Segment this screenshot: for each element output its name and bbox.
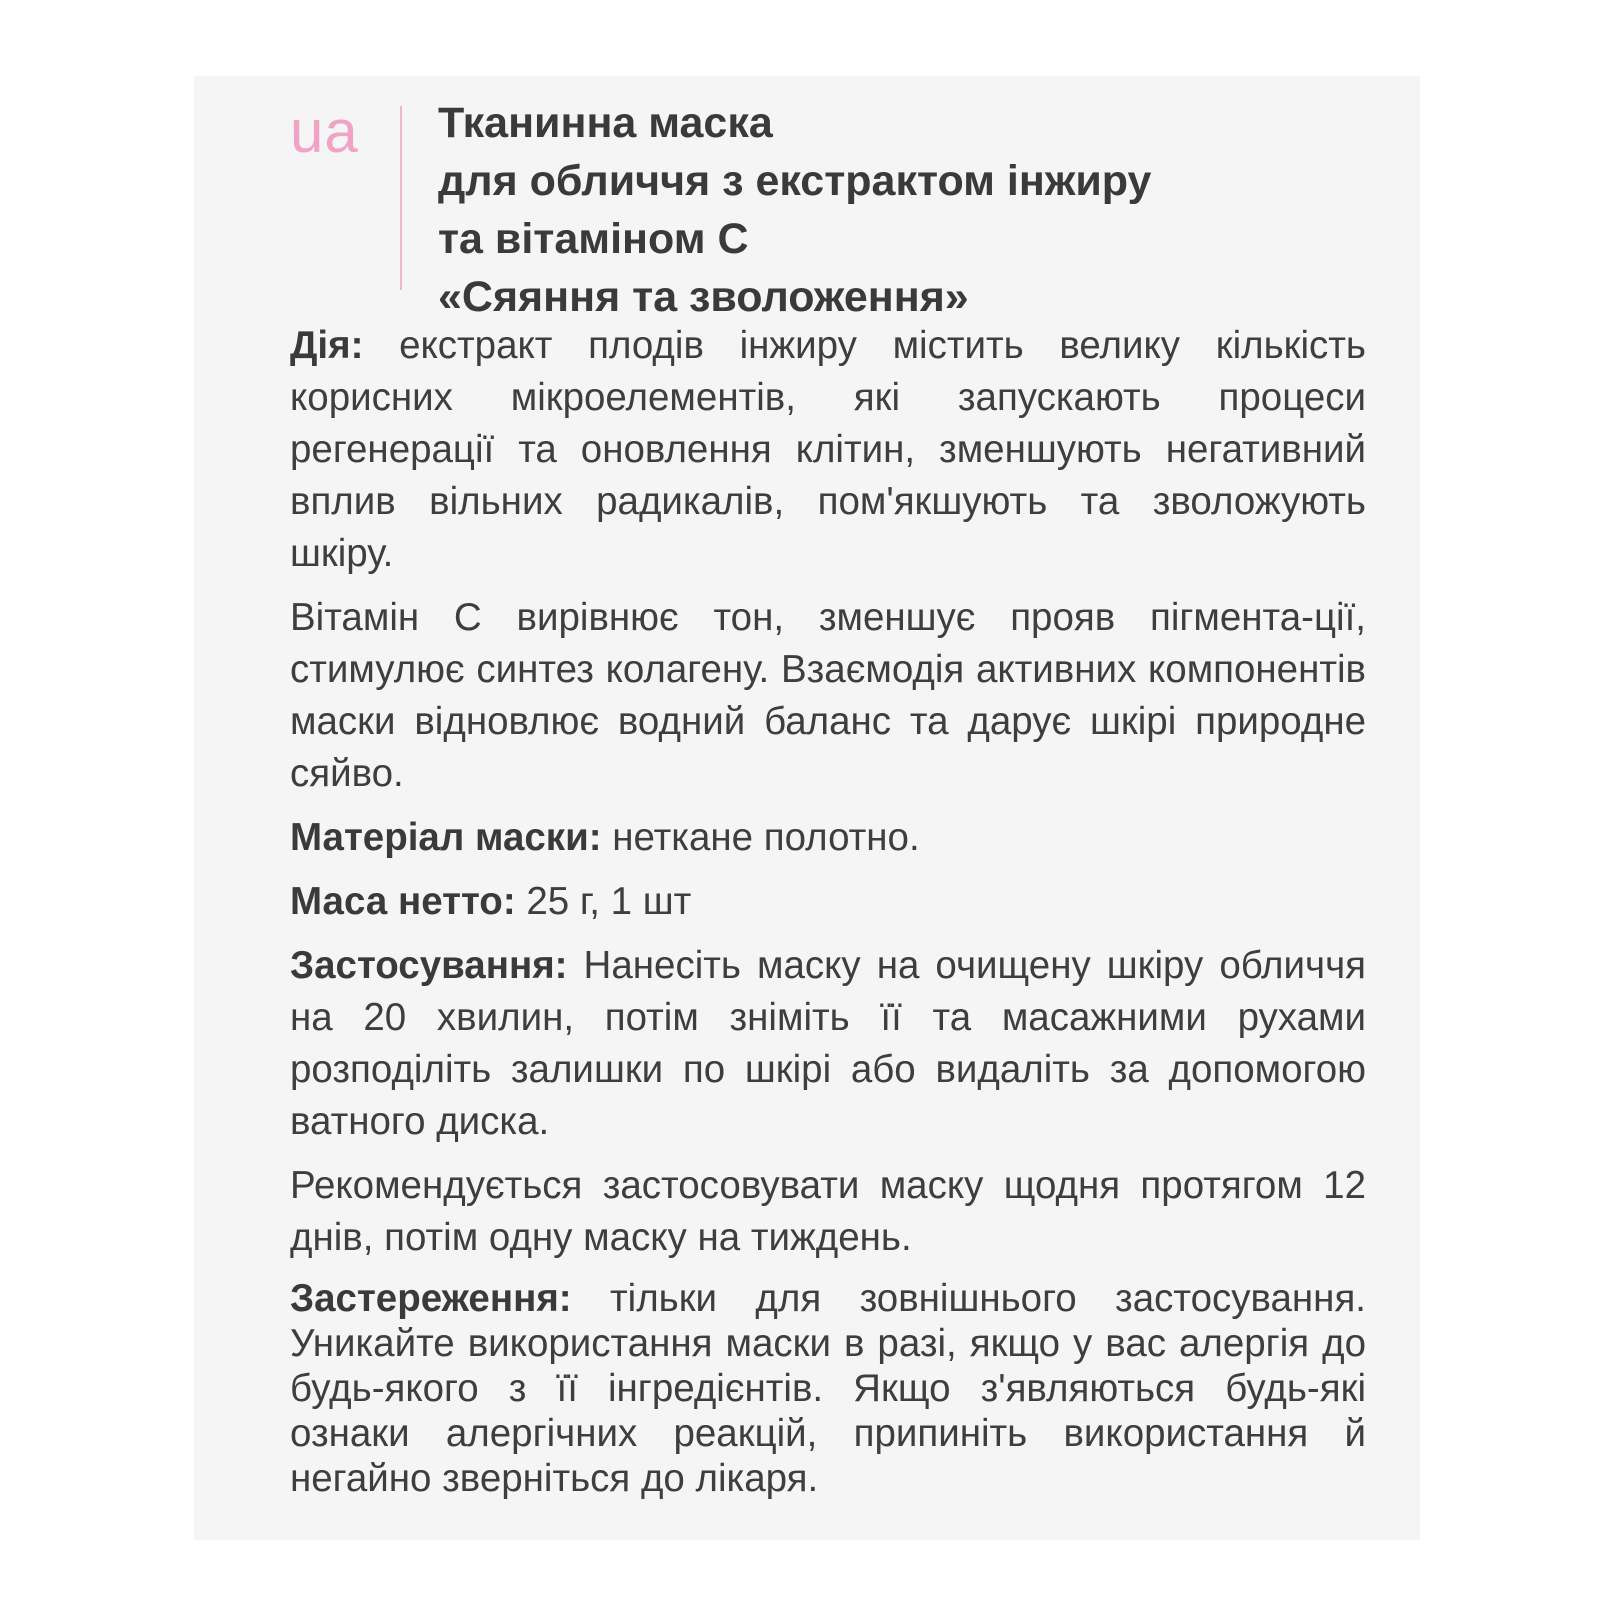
title-line: та вітаміном С [438, 215, 749, 263]
title-line: для обличчя з екстрактом інжиру [438, 157, 1152, 205]
material-text: неткане полотно. [601, 816, 920, 859]
usage-paragraph [290, 940, 1366, 1148]
vitamin-paragraph [290, 592, 1366, 800]
action-text: екстракт плодів інжиру містить велику кількість корисних мікроелементів, які запускають процеси регенерації та оновлення клітин, зменшують негативний вплив вільних радикалів, пом'якшують та зволожують шкіру. [290, 324, 1366, 575]
net-weight-label: Маса нетто: [290, 880, 516, 923]
usage-label: Застосування: [290, 944, 568, 987]
net-weight-paragraph [290, 876, 1366, 928]
product-title [438, 94, 1378, 326]
warning-label: Застереження: [290, 1277, 572, 1320]
action-label: Дія: [290, 324, 364, 367]
recommendation-paragraph [290, 1160, 1366, 1264]
product-label-panel [194, 76, 1420, 1540]
material-paragraph [290, 812, 1366, 864]
vitamin-text: Вітамін С вирівнює тон, зменшує прояв пігмента-ції, стимулює синтез колагену. Взаємодія активних компонентів маски відновлює водний баланс та дарує шкірі природне сяйво. [290, 596, 1366, 795]
title-line: Тканинна маска [438, 99, 773, 147]
material-label: Матеріал маски: [290, 816, 602, 859]
warning-paragraph [290, 1276, 1366, 1501]
label-content [290, 320, 1366, 1513]
language-divider [400, 106, 402, 290]
title-line: «Сяяння та зволоження» [438, 273, 969, 321]
net-weight-text: 25 г, 1 шт [515, 880, 692, 923]
usage-text: Нанесіть маску на очищену шкіру обличчя на 20 хвилин, потім зніміть її та масажними рухами розподіліть залишки по шкірі або видаліть за допомогою ватного диска. [290, 944, 1366, 1143]
recommendation-text: Рекомендується застосовувати маску щодня протягом 12 днів, потім одну маску на тиждень. [290, 1164, 1366, 1259]
language-code: ua [290, 98, 359, 165]
action-paragraph [290, 320, 1366, 580]
warning-text: тільки для зовнішнього застосування. Уникайте використання маски в разі, якщо у вас алергія до будь-якого з її інгредієнтів. Якщо з'являються будь-які ознаки алергічних реакцій, припиніть використання й негайно зверніться до лікаря. [290, 1277, 1366, 1500]
